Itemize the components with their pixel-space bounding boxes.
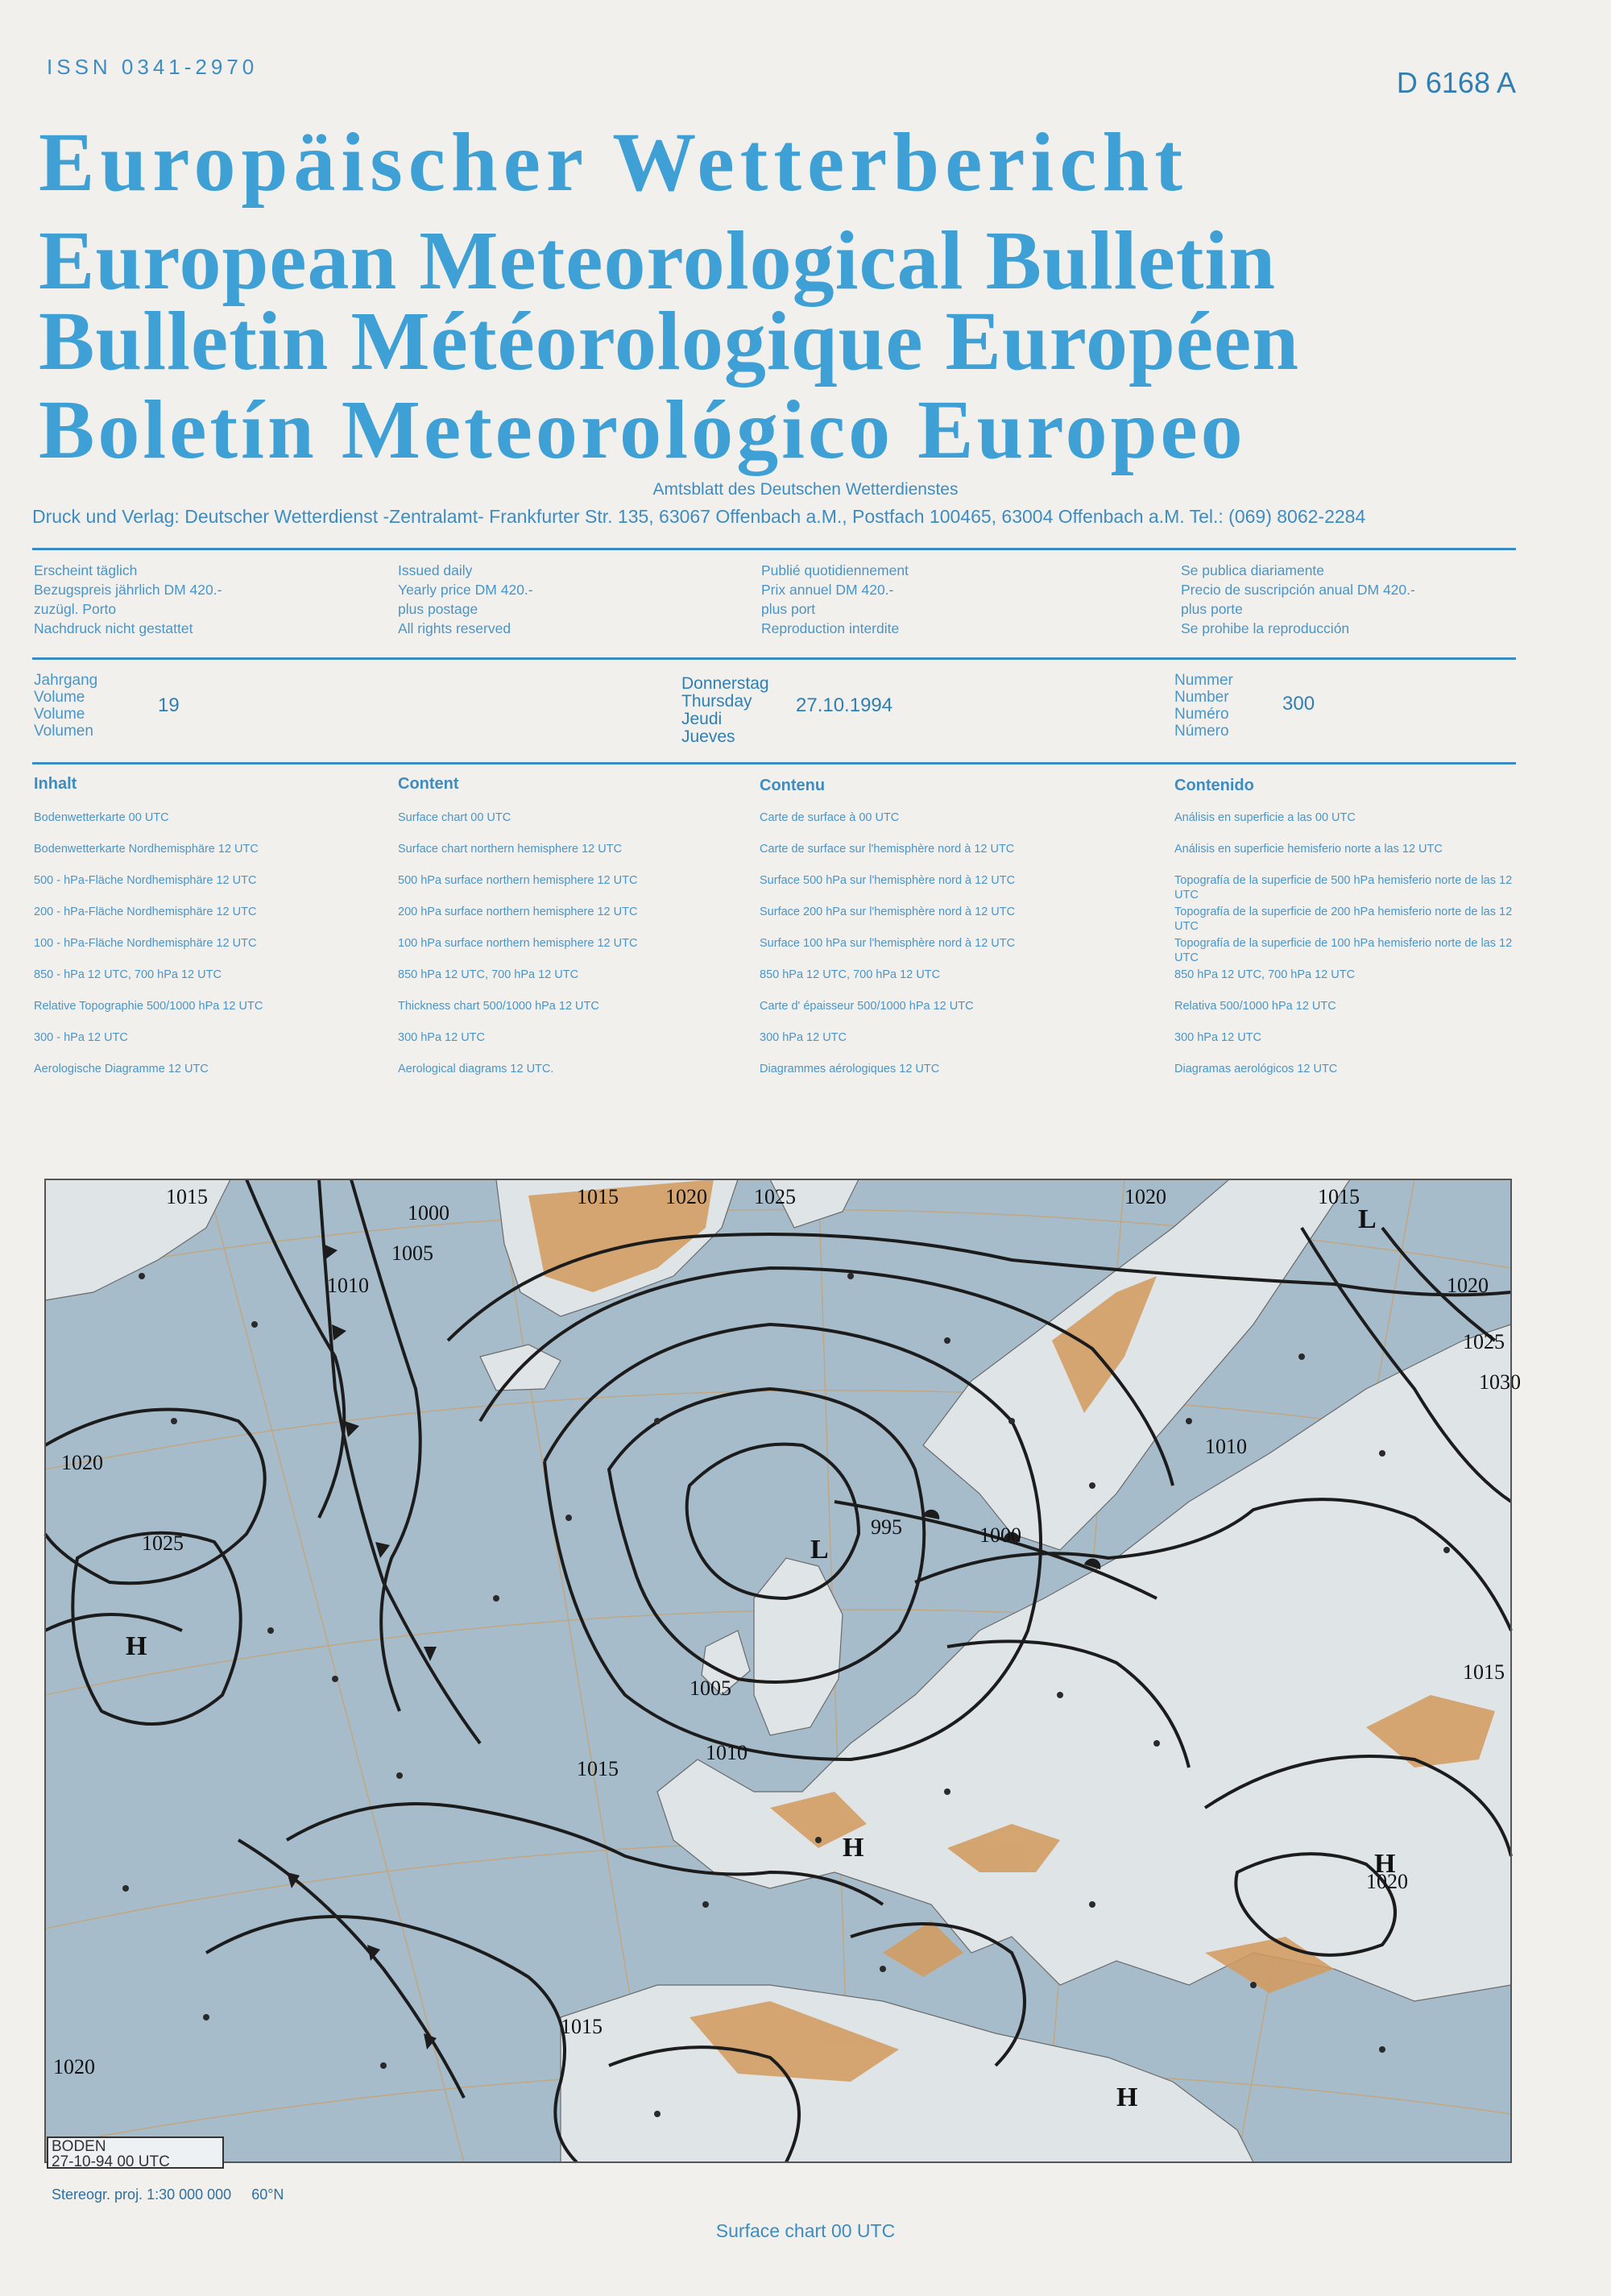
chart-stamp: BODEN 27-10-94 00 UTC <box>47 2136 224 2169</box>
pressure-label: 1015 <box>577 1185 619 1208</box>
title-german: Europäischer Wetterbericht <box>39 116 1188 209</box>
volume-labels: Jahrgang Volume Volume Volumen <box>34 672 98 740</box>
surface-chart-map <box>45 1179 1521 2162</box>
pressure-label: 1005 <box>690 1676 731 1700</box>
pressure-label: 1010 <box>706 1741 748 1764</box>
contents-header-en: Content <box>398 775 459 793</box>
contents-list-en <box>398 810 637 1093</box>
list-item: Relativa 500/1000 hPa 12 UTC <box>1174 1000 1336 1013</box>
list-item: 850 hPa 12 UTC, 700 hPa 12 UTC <box>760 968 941 981</box>
pressure-label: 1010 <box>1205 1435 1247 1458</box>
list-item: 300 - hPa 12 UTC <box>34 1031 128 1044</box>
chart-caption: Surface chart 00 UTC <box>715 2220 896 2241</box>
list-item: Surface chart northern hemisphere 12 UTC <box>398 843 623 856</box>
list-item: 850 hPa 12 UTC, 700 hPa 12 UTC <box>1174 968 1356 981</box>
volume-value: 19 <box>158 694 180 716</box>
low-pressure-center: L <box>1358 1204 1377 1234</box>
list-item: 100 - hPa-Fläche Nordhemisphäre 12 UTC <box>34 937 257 950</box>
publication-info-es: Se publica diariamente Precio de suscripción anual DM 420.- plus porte Se prohibe la reproducción <box>1181 562 1415 636</box>
document-number: D 6168 A <box>1396 66 1516 99</box>
list-item: Thickness chart 500/1000 hPa 12 UTC <box>398 1000 599 1013</box>
contents-header-fr: Contenu <box>760 777 826 794</box>
list-item: 500 hPa surface northern hemisphere 12 UTC <box>398 874 638 887</box>
list-item: Surface 100 hPa sur l'hemisphère nord à 12 UTC <box>760 937 1016 950</box>
issue-number: 300 <box>1282 693 1315 715</box>
pressure-label: 1000 <box>979 1523 1021 1547</box>
publication-info-en: Issued daily Yearly price DM 420.- plus postage All rights reserved <box>398 562 533 636</box>
pressure-label: 995 <box>871 1515 902 1539</box>
pressure-label: 1025 <box>1463 1330 1505 1353</box>
list-item: Bodenwetterkarte 00 UTC <box>34 811 169 824</box>
list-item: 300 hPa 12 UTC <box>1174 1031 1262 1044</box>
list-item: 500 - hPa-Fläche Nordhemisphäre 12 UTC <box>34 874 257 887</box>
title-spanish: Boletín Meteorológico Europeo <box>39 383 1246 476</box>
pressure-label: 1010 <box>327 1274 369 1297</box>
list-item: 850 - hPa 12 UTC, 700 hPa 12 UTC <box>34 968 222 981</box>
divider <box>32 548 1516 550</box>
list-item: 200 hPa surface northern hemisphere 12 UTC <box>398 906 638 918</box>
publisher-line: Druck und Verlag: Deutscher Wetterdienst -Zentralamt- Frankfurter Str. 135, 63067 Offenbach a.M., Postfach 100465, 63004 Offenbach a.M. Tel.: (069) 8062-2284 <box>32 506 1366 527</box>
list-item: 300 hPa 12 UTC <box>760 1031 847 1044</box>
issue-date: 27.10.1994 <box>796 694 893 716</box>
contents-header-es: Contenido <box>1174 777 1254 794</box>
contents-list-fr <box>760 810 1015 1093</box>
pressure-label: 1000 <box>408 1201 449 1225</box>
issn: ISSN 0341-2970 <box>47 55 259 79</box>
high-pressure-center: H <box>1116 2083 1138 2112</box>
pressure-label: 1015 <box>1463 1660 1505 1684</box>
low-pressure-center: L <box>810 1535 829 1565</box>
pressure-label: 1025 <box>754 1185 796 1208</box>
pressure-label: 1015 <box>166 1185 208 1208</box>
list-item: 100 hPa surface northern hemisphere 12 UTC <box>398 937 638 950</box>
pressure-label: 1015 <box>577 1757 619 1780</box>
contents-list-es <box>1174 810 1513 1093</box>
divider <box>32 762 1516 765</box>
list-item: Surface chart 00 UTC <box>398 811 511 824</box>
subtitle: Amtsblatt des Deutschen Wetterdienstes <box>652 480 959 499</box>
list-item: Surface 500 hPa sur l'hemisphère nord à 12 UTC <box>760 874 1016 887</box>
pressure-label: 1020 <box>61 1451 103 1474</box>
list-item: Análisis en superficie hemisferio norte a las 12 UTC <box>1174 843 1443 856</box>
publication-info-de: Erscheint täglich Bezugspreis jährlich DM 420.- zuzügl. Porto Nachdruck nicht gestattet <box>34 562 222 636</box>
list-item: Análisis en superficie a las 00 UTC <box>1174 811 1356 824</box>
pressure-label: 1020 <box>53 2055 95 2078</box>
high-pressure-center: H <box>843 1833 864 1863</box>
weekday-labels: Donnerstag Thursday Jeudi Jueves <box>681 674 769 746</box>
list-item: Topografía de la superficie de 100 hPa hemisferio norte de las 12 UTC <box>1174 937 1513 964</box>
list-item: Aerologische Diagramme 12 UTC <box>34 1063 209 1075</box>
high-pressure-center: H <box>1374 1849 1396 1879</box>
pressure-label: 1020 <box>1447 1274 1489 1297</box>
list-item: Diagrammes aérologiques 12 UTC <box>760 1063 940 1075</box>
number-labels: Nummer Number Numéro Número <box>1174 672 1233 740</box>
pressure-label: 1005 <box>391 1241 433 1265</box>
pressure-label: 1015 <box>1318 1185 1360 1208</box>
list-item: Diagramas aerológicos 12 UTC <box>1174 1063 1338 1075</box>
divider <box>32 657 1516 660</box>
pressure-label: 1030 <box>1479 1370 1521 1394</box>
publication-info-fr: Publié quotidiennement Prix annuel DM 420.- plus port Reproduction interdite <box>761 562 909 636</box>
list-item: Relative Topographie 500/1000 hPa 12 UTC <box>34 1000 263 1013</box>
pressure-label: 1020 <box>665 1185 707 1208</box>
list-item: Topografía de la superficie de 200 hPa hemisferio norte de las 12 UTC <box>1174 906 1513 933</box>
pressure-label: 1025 <box>142 1531 184 1555</box>
pressure-label: 1020 <box>1124 1185 1166 1208</box>
list-item: 850 hPa 12 UTC, 700 hPa 12 UTC <box>398 968 579 981</box>
projection-note: Stereogr. proj. 1:30 000 000 60°N <box>52 2186 284 2203</box>
title-english: European Meteorological Bulletin <box>39 214 1277 307</box>
list-item: Surface 200 hPa sur l'hemisphère nord à 12 UTC <box>760 906 1016 918</box>
contents-header-de: Inhalt <box>34 775 77 793</box>
list-item: Topografía de la superficie de 500 hPa hemisferio norte de las 12 UTC <box>1174 874 1513 901</box>
list-item: Aerological diagrams 12 UTC. <box>398 1063 554 1075</box>
list-item: Carte d' épaisseur 500/1000 hPa 12 UTC <box>760 1000 974 1013</box>
list-item: Carte de surface sur l'hemisphère nord à 12 UTC <box>760 843 1015 856</box>
pressure-label: 1015 <box>561 2015 603 2038</box>
list-item: Bodenwetterkarte Nordhemisphäre 12 UTC <box>34 843 259 856</box>
pressure-label: 1020 <box>1366 1870 1408 1893</box>
list-item: 200 - hPa-Fläche Nordhemisphäre 12 UTC <box>34 906 257 918</box>
high-pressure-center: H <box>126 1631 147 1661</box>
list-item: 300 hPa 12 UTC <box>398 1031 486 1044</box>
contents-list-de <box>34 810 263 1093</box>
title-french: Bulletin Météorologique Européen <box>39 295 1300 388</box>
list-item: Carte de surface à 00 UTC <box>760 811 900 824</box>
